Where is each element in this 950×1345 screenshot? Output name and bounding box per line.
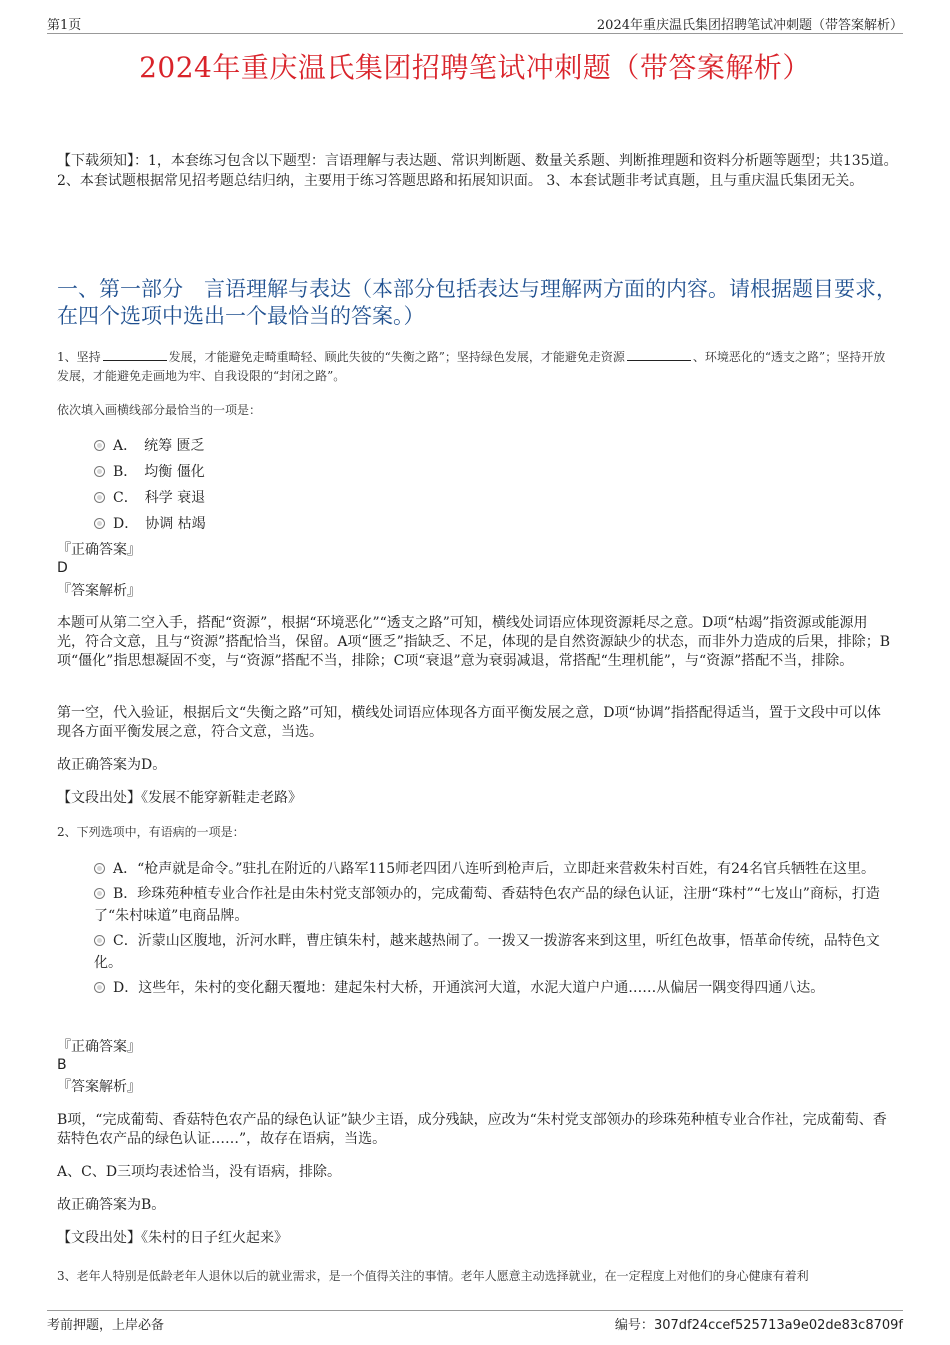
q1-analysis-label: 『答案解析』 <box>57 583 141 599</box>
code-value: 307df24ccef525713a9e02de83c8709f <box>653 1318 903 1333</box>
code-label: 编号： <box>614 1318 654 1333</box>
q1-text-b: 发展，才能避免走畸重畸轻、顾此失彼的“失衡之路”；坚持绿色发展，才能避免走资源 <box>168 350 625 364</box>
q1-text-a: 1、坚持 <box>57 350 101 364</box>
q1-option-c[interactable] <box>94 485 894 511</box>
q2-answer: B <box>57 1057 67 1073</box>
q1-option-c-label: C． 科学 衰退 <box>113 490 206 506</box>
q1-analysis-paragraph: 本题可从第二空入手，搭配“资源”，根据“环境恶化”“透支之路”可知，横线处词语应体现资源耗尽之意。D项“枯竭”指资源或能源用光，符合文意，且与“资源”搭配恰当，保留。A项“匮乏”指缺乏、不足，体现的是自然资源缺少的状态，而非外力造成的后果，排除；B项“僵化”指思想凝固不变，与“资源”搭配不当，排除；C项“衰退”意为衰弱减退，常搭配“生理机能”，与“资源”搭配不当，排除。 <box>57 615 891 669</box>
q1-answer-label: 『正确答案』 <box>57 542 141 558</box>
document-title: 2024年重庆温氏集团招聘笔试冲刺题（带答案解析） <box>139 51 811 84</box>
radio-icon[interactable] <box>94 492 105 503</box>
radio-icon[interactable] <box>94 518 105 529</box>
page-number: 第1页 <box>47 18 82 33</box>
question-1-stem <box>57 348 887 386</box>
q2-analysis-paragraph: A、C、D三项均表述恰当，没有语病，排除。 <box>57 1164 342 1180</box>
question-3-stem: 3、老年人特别是低龄老年人退休以后的就业需求，是一个值得关注的事情。老年人愿意主动选择就业，在一定程度上对他们的身心健康有着利 <box>57 1269 809 1283</box>
q2-source: 【文段出处】《朱村的日子红火起来》 <box>57 1230 288 1246</box>
q2-option-c[interactable] <box>94 930 894 974</box>
q1-answer: D <box>57 560 68 576</box>
document-code <box>615 1314 903 1333</box>
q1-analysis-paragraph: 第一空，代入验证，根据后文“失衡之路”可知，横线处词语应体现各方面平衡发展之意，D项“协调”指搭配得适当，置于文段中可以体现各方面平衡发展之意，符合文意，当选。 <box>57 705 881 740</box>
question-1-options <box>94 433 894 537</box>
q1-option-d-label: D． 协调 枯竭 <box>113 516 206 532</box>
q2-option-b-label: B．珍珠苑种植专业合作社是由朱村党支部领办的，完成葡萄、香菇特色农产品的绿色认证，注册“珠村”“七岌山”商标，打造了“朱村味道”电商品牌。 <box>94 886 880 924</box>
question-2-options <box>94 858 894 1002</box>
q1-option-a[interactable] <box>94 433 894 459</box>
q1-blank-2 <box>627 348 691 361</box>
running-header-title: 2024年重庆温氏集团招聘笔试冲刺题（带答案解析） <box>596 18 903 33</box>
header-divider <box>47 33 903 34</box>
radio-icon[interactable] <box>94 935 105 946</box>
q1-text-c: 、环境恶化的“透支之路”；坚持开放发展，才能避免走画地为牢、自我设限的“封闭之路”。 <box>57 350 886 383</box>
q2-analysis-paragraph: B项，“完成葡萄、香菇特色农产品的绿色认证”缺少主语，成分残缺，应改为“朱村党支部领办的珍珠苑种植专业合作社，完成葡萄、香菇特色农产品的绿色认证……”，故存在语病，当选。 <box>57 1112 887 1147</box>
radio-icon[interactable] <box>94 982 105 993</box>
question-2-stem: 2、下列选项中，有语病的一项是： <box>57 825 245 839</box>
radio-icon[interactable] <box>94 440 105 451</box>
q1-option-b-label: B． 均衡 僵化 <box>113 464 205 480</box>
q2-option-b[interactable] <box>94 883 894 927</box>
q2-option-d[interactable] <box>94 977 894 999</box>
download-notice: 【下载须知】：1，本套练习包含以下题型：言语理解与表达题、常识判断题、数量关系题、判断推理题和资料分析题等题型；共135道。 2、本套试题根据常见招考题总结归纳，主要用于练习答题思路和拓展知识面。 3、本套试题非考试真题，且与重庆温氏集团无关。 <box>57 153 898 189</box>
q2-option-c-label: C．沂蒙山区腹地，沂河水畔，曹庄镇朱村，越来越热闹了。一拨又一拨游客来到这里，听红色故事，悟革命传统，品特色文化。 <box>94 933 880 971</box>
q2-analysis-label: 『答案解析』 <box>57 1079 141 1095</box>
q2-conclusion: 故正确答案为B。 <box>57 1197 166 1213</box>
q1-option-b[interactable] <box>94 459 894 485</box>
q2-answer-label: 『正确答案』 <box>57 1039 141 1055</box>
q2-option-a-label: A．“枪声就是命令。”驻扎在附近的八路军115师老四团八连听到枪声后，立即赶来营救朱村百姓，有24名官兵牺牲在这里。 <box>113 861 875 877</box>
radio-icon[interactable] <box>94 888 105 899</box>
q1-conclusion: 故正确答案为D。 <box>57 757 167 773</box>
footer-divider <box>47 1310 903 1311</box>
q1-option-d[interactable] <box>94 511 894 537</box>
q1-source: 【文段出处】《发展不能穿新鞋走老路》 <box>57 790 302 806</box>
question-1-prompt: 依次填入画横线部分最恰当的一项是： <box>57 403 262 417</box>
q1-option-a-label: A． 统筹 匮乏 <box>113 438 205 454</box>
section-heading: 一、第一部分 言语理解与表达（本部分包括表达与理解两方面的内容。请根据题目要求，在四个选项中选出一个最恰当的答案。） <box>57 277 897 328</box>
radio-icon[interactable] <box>94 466 105 477</box>
q1-blank-1 <box>103 348 167 361</box>
q2-option-a[interactable] <box>94 858 894 880</box>
q2-option-d-label: D．这些年，朱村的变化翻天覆地：建起朱村大桥，开通滨河大道，水泥大道户户通……从偏居一隅变得四通八达。 <box>113 980 825 996</box>
footer-slogan: 考前押题，上岸必备 <box>47 1318 165 1333</box>
radio-icon[interactable] <box>94 863 105 874</box>
